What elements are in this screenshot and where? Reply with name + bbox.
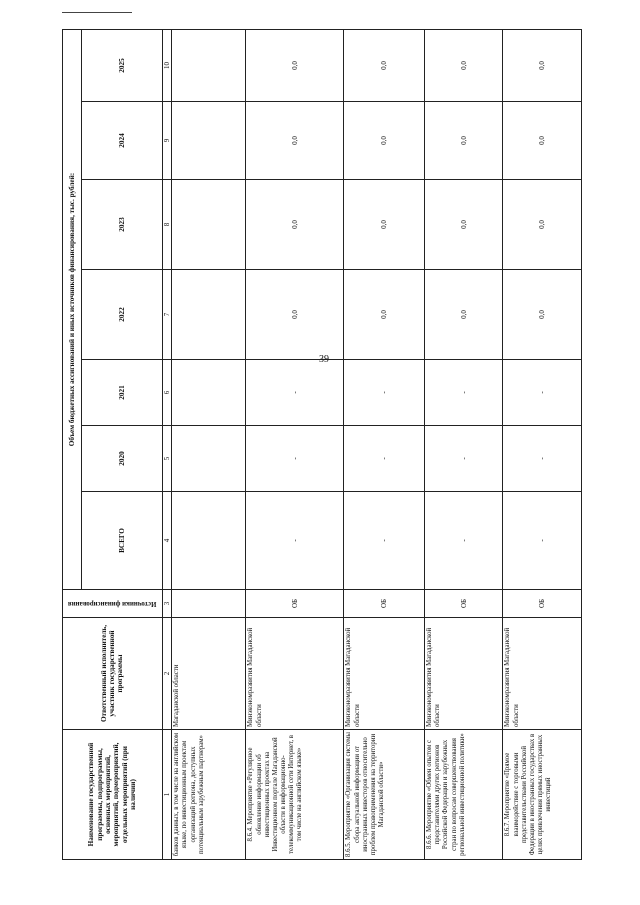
row-value-2022: 0,0: [344, 270, 425, 360]
row-value-2025: 0,0: [425, 30, 503, 102]
row-executor: Минэкономразвития Магаданской области: [344, 618, 425, 730]
row-value-2022: 0,0: [246, 270, 344, 360]
column-number: 7: [162, 270, 172, 360]
table-row: [246, 30, 344, 860]
row-value-2023: 0,0: [246, 180, 344, 270]
row-value-2023: 0,0: [344, 180, 425, 270]
row-value-2024: 0,0: [344, 102, 425, 180]
header-year-2025: 2025: [82, 30, 162, 102]
column-number: 6: [162, 360, 172, 426]
corner-rule: [62, 12, 132, 13]
row-value-2022: 0,0: [425, 270, 503, 360]
row-source: [172, 590, 246, 618]
row-value-2023: [172, 180, 246, 270]
row-source: ОБ: [425, 590, 503, 618]
column-number: 5: [162, 426, 172, 492]
row-source: ОБ: [503, 590, 582, 618]
row-value-2020: -: [344, 426, 425, 492]
column-number: 9: [162, 102, 172, 180]
row-executor: Минэкономразвития Магаданской области: [246, 618, 344, 730]
header-year-2021: 2021: [82, 360, 162, 426]
row-value-2022: [172, 270, 246, 360]
row-name: банков данных, в том числе на английском языке, по инвестиционным проектам организаций региона, доступных потенциальным зарубежным партнерам»: [172, 730, 246, 860]
row-value-2020: [172, 426, 246, 492]
header-funding: Объем бюджетных ассигнований и иных источников финансирования, тыс. рублей:: [63, 30, 82, 590]
table-row: [344, 30, 425, 860]
row-name: 8.6.6. Мероприятие «Обмен опытом с представителями других регионов Российской Федерации и зарубежных стран по вопросам совершенствования региональной инвестиционной политики»: [425, 730, 503, 860]
column-number: 2: [162, 618, 172, 730]
row-value-2020: -: [246, 426, 344, 492]
row-name: 8.6.5. Мероприятие «Организация системы сбора актуальной информации от иностранных инвесторов относительно проблем правоприменения на территории Магаданской области»: [344, 730, 425, 860]
table-row: [503, 30, 582, 860]
header-year-2023: 2023: [82, 180, 162, 270]
column-number-row: [162, 30, 172, 860]
rotated-page: [62, 30, 582, 860]
column-number: 10: [162, 30, 172, 102]
row-value-2021: -: [246, 360, 344, 426]
row-value-2023: 0,0: [503, 180, 582, 270]
row-value-2020: -: [425, 426, 503, 492]
column-number: 8: [162, 180, 172, 270]
row-executor: Минэкономразвития Магаданской области: [503, 618, 582, 730]
row-value-total: [172, 492, 246, 590]
row-value-2025: 0,0: [246, 30, 344, 102]
row-name: 8.6.7. Мероприятие «Прямое взаимодействие с торговыми представительствами Российской Федерации в иностранных государствах в целях привлечения прямых иностранных инвестиций: [503, 730, 582, 860]
row-executor: Магаданской области: [172, 618, 246, 730]
row-value-total: -: [246, 492, 344, 590]
row-value-2021: -: [344, 360, 425, 426]
row-value-2022: 0,0: [503, 270, 582, 360]
row-value-2024: 0,0: [503, 102, 582, 180]
row-source: ОБ: [246, 590, 344, 618]
funding-table: [62, 29, 582, 860]
row-executor: Минэкономразвития Магаданской области: [425, 618, 503, 730]
row-value-2024: [172, 102, 246, 180]
row-value-2025: [172, 30, 246, 102]
header-name: Наименование государственной программы, подпрограммы, основных мероприятий, мероприятий, подмероприятий, отдельных мероприятий (при наличии): [63, 730, 163, 860]
row-value-total: -: [344, 492, 425, 590]
column-number: 3: [162, 590, 172, 618]
page-number: 39: [319, 354, 329, 365]
header-year-total: ВСЕГО: [82, 492, 162, 590]
header-year-2024: 2024: [82, 102, 162, 180]
header-source: Источники финансирования: [63, 590, 163, 618]
row-value-2021: -: [503, 360, 582, 426]
column-number: 4: [162, 492, 172, 590]
row-value-2025: 0,0: [503, 30, 582, 102]
row-name: 8.6.4. Мероприятие «Регулярное обновление информации об инвестиционных проектах на Инвестиционном портале Магаданской области в информационно-телекоммуникационной сети Интернет, в том числе на английском языке»: [246, 730, 344, 860]
row-value-total: -: [503, 492, 582, 590]
header-executor: Ответственный исполнитель, участник государственной программы: [63, 618, 163, 730]
header-year-2022: 2022: [82, 270, 162, 360]
table-row: [425, 30, 503, 860]
row-value-2025: 0,0: [344, 30, 425, 102]
row-value-2024: 0,0: [425, 102, 503, 180]
row-source: ОБ: [344, 590, 425, 618]
column-number: 1: [162, 730, 172, 860]
row-value-2024: 0,0: [246, 102, 344, 180]
header-year-2020: 2020: [82, 426, 162, 492]
row-value-2020: -: [503, 426, 582, 492]
row-value-2023: 0,0: [425, 180, 503, 270]
row-value-2021: -: [425, 360, 503, 426]
row-value-2021: [172, 360, 246, 426]
row-value-total: -: [425, 492, 503, 590]
table-row: [172, 30, 246, 860]
